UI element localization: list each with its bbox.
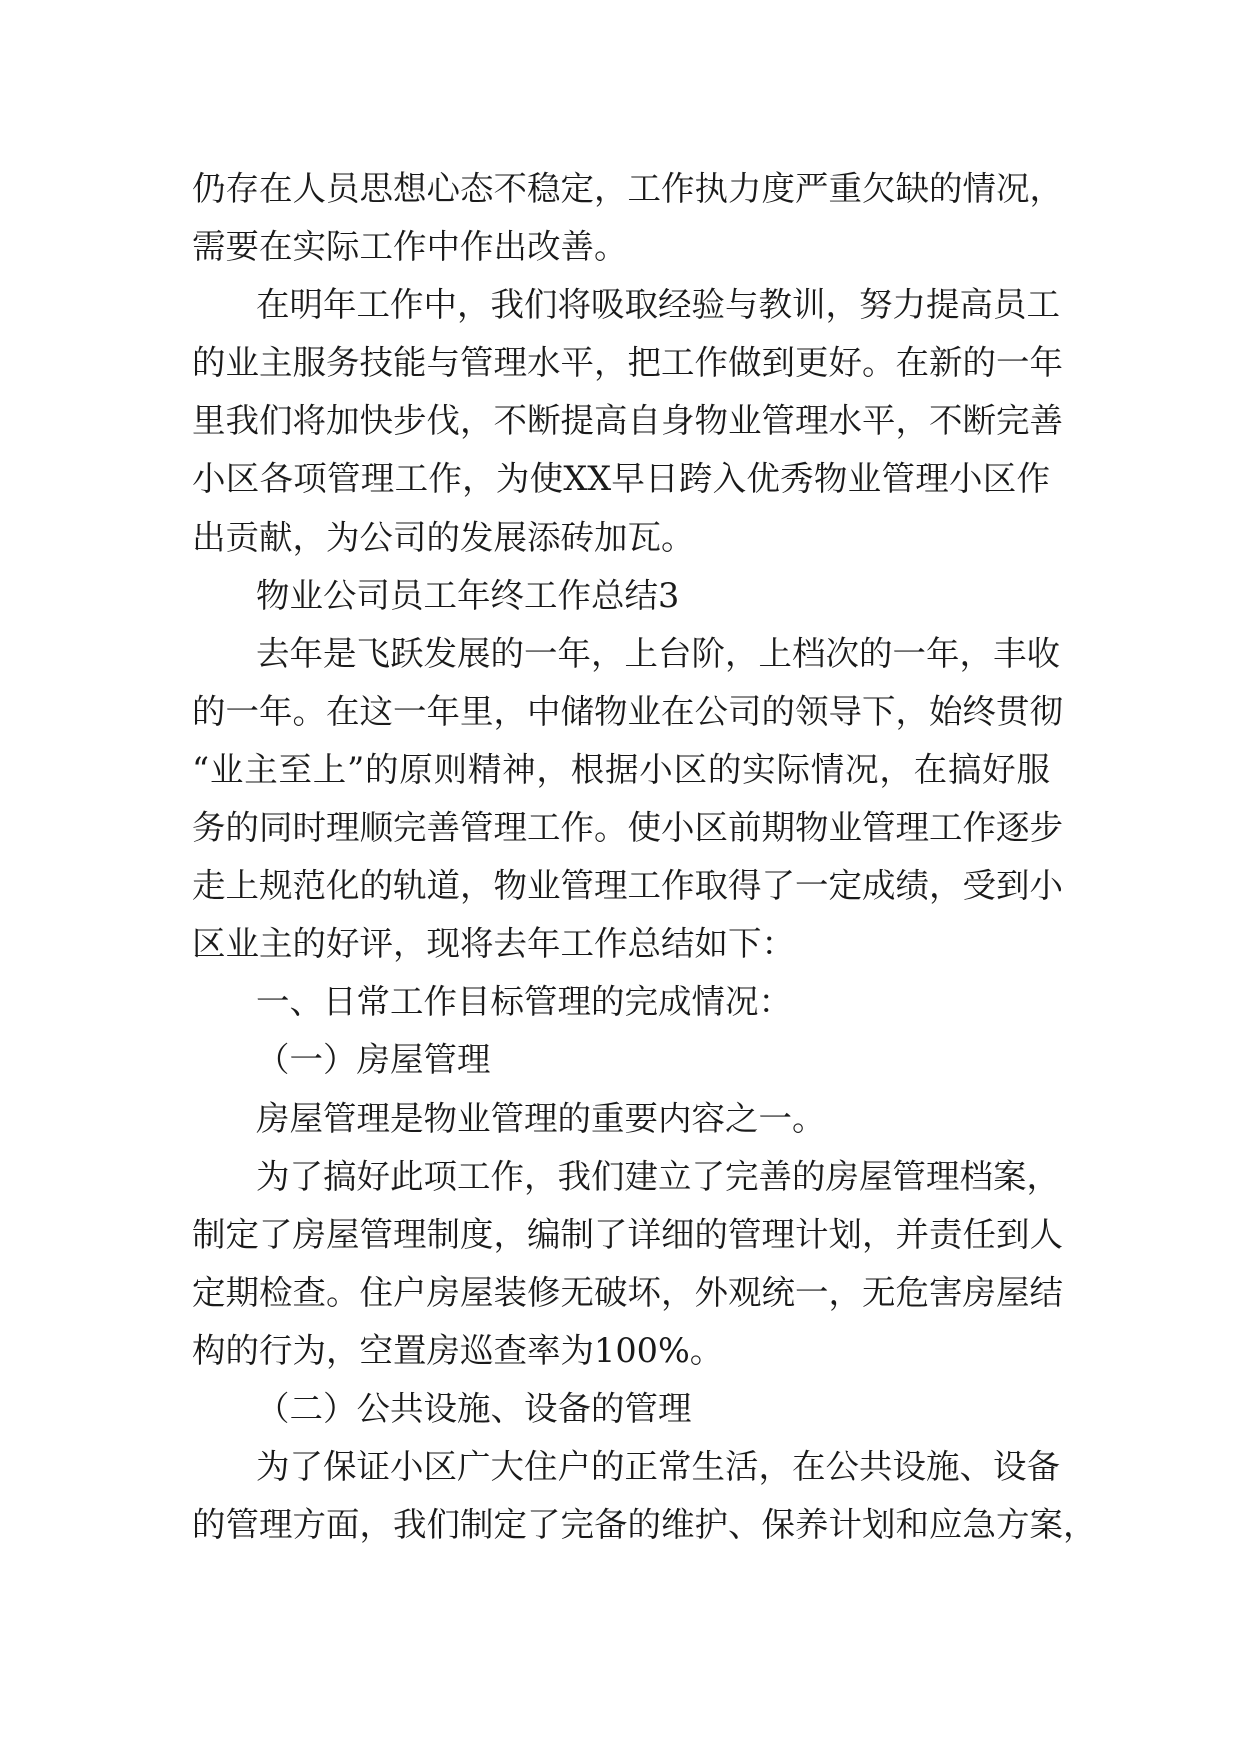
text-line: 的管理方面，我们制定了完备的维护、保养计划和应急方案， — [192, 1505, 1097, 1545]
text-line: 为了搞好此项工作，我们建立了完善的房屋管理档案， — [256, 1156, 1060, 1196]
subsection-heading: （一）房屋管理 — [256, 1040, 491, 1080]
text-line: 在明年工作中，我们将吸取经验与教训，努力提高员工 — [256, 285, 1060, 325]
document-page — [192, 160, 1097, 1554]
text-line: 仍存在人员思想心态不稳定，工作执力度严重欠缺的情况， — [192, 169, 1063, 208]
text-line: 去年是飞跃发展的一年，上台阶，上档次的一年，丰收 — [256, 633, 1060, 673]
text-line: 的一年。在这一年里，中储物业在公司的领导下，始终贯彻 — [192, 691, 1063, 731]
text-line: 制定了房屋管理制度，编制了详细的管理计划，并责任到人 — [192, 1214, 1063, 1254]
text-line: 走上规范化的轨道，物业管理工作取得了一定成绩，受到小 — [192, 866, 1063, 906]
text-line: “业主至上”的原则精神，根据小区的实际情况，在搞好服 — [192, 749, 1050, 789]
subsection-heading: （二）公共设施、设备的管理 — [256, 1388, 692, 1428]
text-line: 房屋管理是物业管理的重要内容之一。 — [256, 1098, 826, 1138]
section-heading: 物业公司员工年终工作总结3 — [256, 575, 680, 615]
text-line: 区业主的好评，现将去年工作总结如下： — [192, 924, 795, 964]
text-line: 需要在实际工作中作出改善。 — [192, 227, 628, 267]
text-line: 里我们将加快步伐，不断提高自身物业管理水平，不断完善 — [192, 401, 1063, 441]
text-line: 定期检查。住户房屋装修无破坏，外观统一，无危害房屋结 — [192, 1272, 1063, 1312]
text-line: 小区各项管理工作，为使XX早日跨入优秀物业管理小区作 — [192, 459, 1050, 499]
text-line: 的业主服务技能与管理水平，把工作做到更好。在新的一年 — [192, 343, 1063, 383]
text-line: 出贡献，为公司的发展添砖加瓦。 — [192, 517, 695, 557]
text-line: 务的同时理顺完善管理工作。使小区前期物业管理工作逐步 — [192, 808, 1063, 848]
text-line: 构的行为，空置房巡查率为100%。 — [192, 1330, 724, 1370]
subsection-heading: 一、日常工作目标管理的完成情况： — [256, 982, 792, 1022]
text-line: 为了保证小区广大住户的正常生活，在公共设施、设备 — [256, 1447, 1060, 1487]
